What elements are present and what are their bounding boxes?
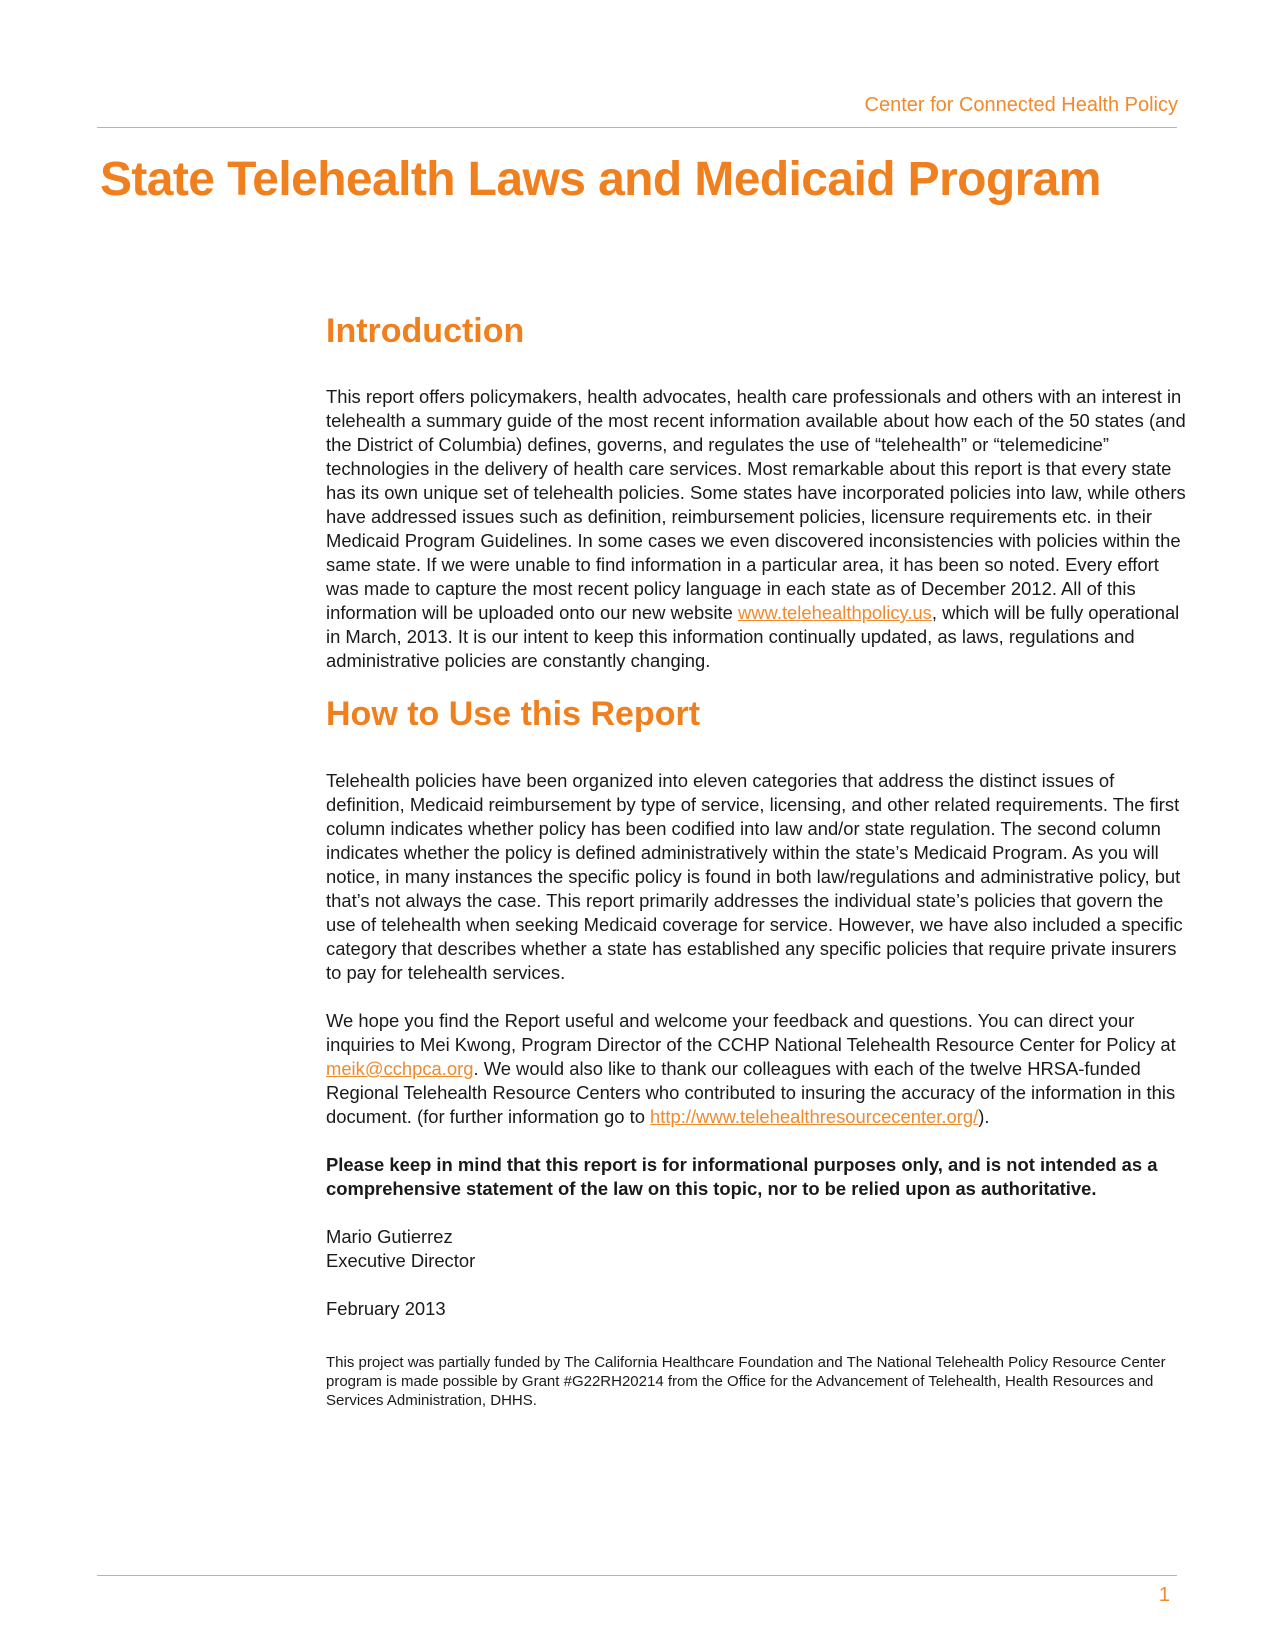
introduction-text: This report offers policymakers, health advocates, health care professionals and others with an interest in telehealth a summary guide of the most recent information available about how each of the 50 states (and the District of Columbia) defines, governs, and regulates the use of “telehealth” or “telemedicine” technologies in the delivery of health care services. Most remarkable about this report is that every state has its own unique set of telehealth policies. Some states have incorporated policies into law, while others have addressed issues such as definition, reimbursement policies, licensure requirements etc. in their Medicaid Program Guidelines. In some cases we even discovered inconsistencies with policies within the same state. If we were unable to find information in a particular area, it has been so noted. Every effort was made to capture the most recent policy language in each state as of December 2012. All of this information will be uploaded onto our new website: [326, 386, 1186, 623]
introduction-heading: Introduction: [326, 312, 525, 350]
signature-block: [326, 1225, 1186, 1273]
resource-center-link[interactable]: http://www.telehealthresourcecenter.org/: [650, 1106, 979, 1127]
feedback-text-end: ).: [978, 1106, 990, 1127]
footer-divider: [97, 1575, 1177, 1576]
document-title: State Telehealth Laws and Medicaid Program: [100, 153, 1101, 206]
feedback-text-middle: . We would also like to thank our colleagues with each of the twelve HRSA-funded Regional Telehealth Resource Centers who contributed to insuring the accuracy of the information in this document. (for further information go to: [326, 1058, 1176, 1127]
email-link[interactable]: meik@cchpca.org: [326, 1058, 474, 1079]
header-organization: Center for Connected Health Policy: [864, 94, 1178, 116]
how-to-use-heading: How to Use this Report: [326, 695, 701, 733]
feedback-text: We hope you find the Report useful and welcome your feedback and questions. You can direct your inquiries to Mei Kwong, Program Director of the CCHP National Telehealth Resource Center for Policy at: [326, 1010, 1176, 1055]
introduction-paragraph: [326, 385, 1186, 673]
signature-name: Mario Gutierrez: [326, 1226, 453, 1247]
page-number: 1: [1158, 1584, 1170, 1606]
feedback-paragraph: [326, 1009, 1186, 1129]
disclaimer-paragraph: Please keep in mind that this report is for informational purposes only, and is not intended as a comprehensive statement of the law on this topic, nor to be relied upon as authoritative.: [326, 1154, 1158, 1199]
signature-role: Executive Director: [326, 1250, 476, 1271]
header-divider: [97, 127, 1177, 128]
main-content: [326, 312, 1186, 1410]
signature-date: February 2013: [326, 1298, 446, 1319]
introduction-text-end: , which will be fully operational in March, 2013. It is our intent to keep this information continually updated, as laws, regulations and administrative policies are constantly changing.: [326, 602, 1180, 671]
telehealthpolicy-link[interactable]: www.telehealthpolicy.us: [738, 602, 932, 623]
funding-footnote: This project was partially funded by The California Healthcare Foundation and The National Telehealth Policy Resource Center program is made possible by Grant #G22RH20214 from the Office for the Advancement of Telehealth, Health Resources and Services Administration, DHHS.: [326, 1354, 1166, 1409]
how-to-use-paragraph: Telehealth policies have been organized into eleven categories that address the distinct issues of definition, Medicaid reimbursement by type of service, licensing, and other related requirements. The first column indicates whether policy has been codified into law and/or state regulation. The second column indicates whether the policy is defined administratively within the state’s Medicaid Program. As you will notice, in many instances the specific policy is found in both law/regulations and administrative policy, but that’s not always the case. This report primarily addresses the individual state’s policies that govern the use of telehealth when seeking Medicaid coverage for service. However, we have also included a specific category that describes whether a state has established any specific policies that require private insurers to pay for telehealth services.: [326, 770, 1183, 983]
